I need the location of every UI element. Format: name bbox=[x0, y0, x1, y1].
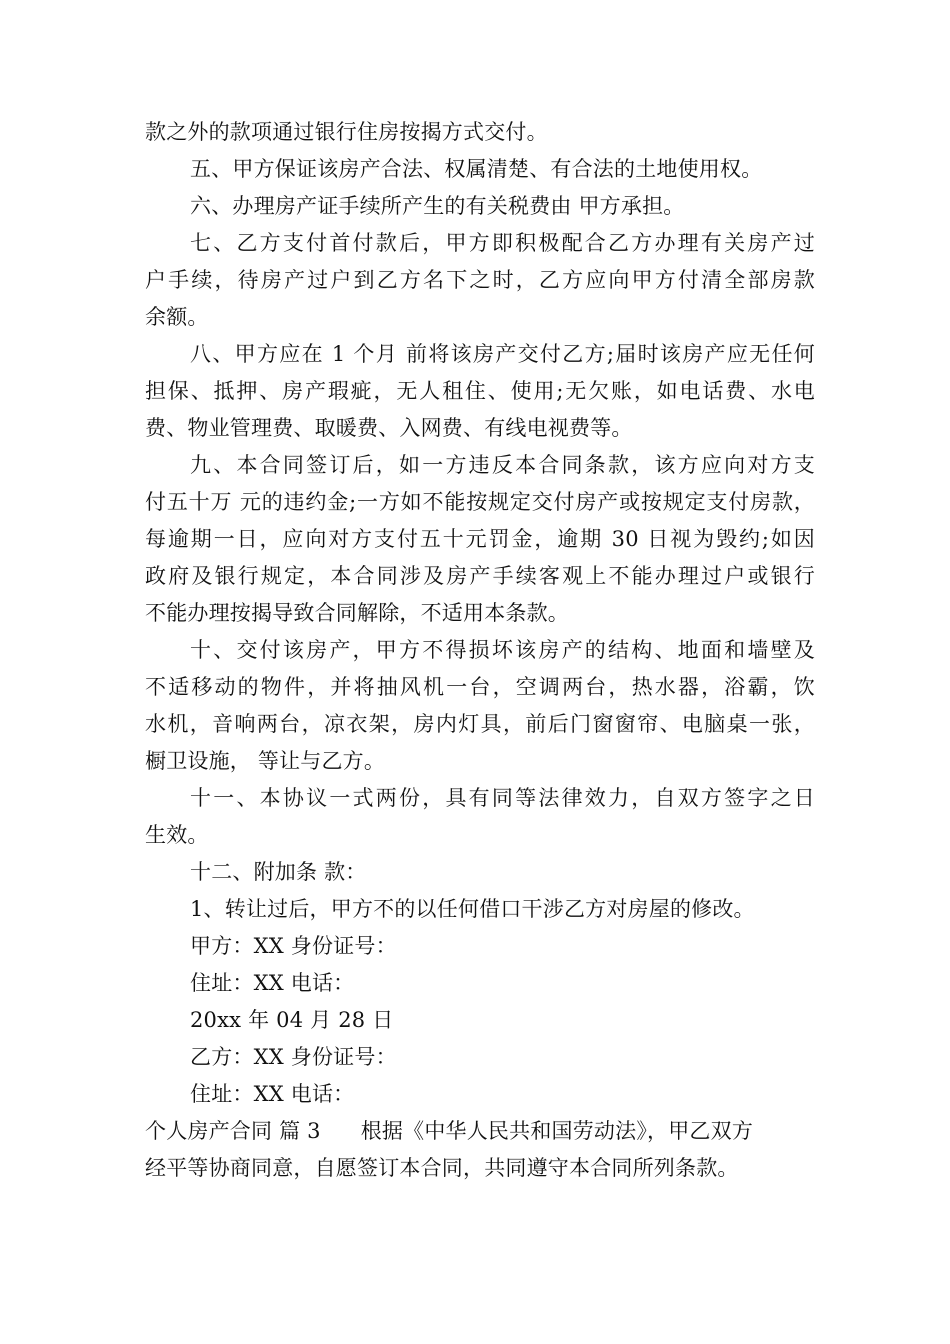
party-a-signature: 甲方：XX 身份证号： bbox=[190, 934, 397, 958]
party-b-signature: 乙方：XX 身份证号： bbox=[190, 1045, 397, 1069]
clause-10: 十、交付该房产，甲方不得损坏该房产的结构、地面和墙壁及 bbox=[190, 638, 815, 662]
clause-7: 七、乙方支付首付款后，甲方即积极配合乙方办理有关房产过 bbox=[190, 231, 815, 255]
section-3-intro: 根据《中华人民共和国劳动法》，甲乙双方 bbox=[360, 1119, 754, 1143]
clause-8: 八、甲方应在 1 个月 前将该房产交付乙方;届时该房产应无任何 bbox=[190, 342, 815, 366]
paragraph-line: 不能办理按揭导致合同解除，不适用本条款。 bbox=[145, 601, 569, 625]
paragraph-line: 余额。 bbox=[145, 305, 209, 329]
clause-12: 十二、附加条 款： bbox=[190, 860, 367, 884]
clause-5: 五、甲方保证该房产合法、权属清楚、有合法的土地使用权。 bbox=[190, 157, 763, 181]
signing-date: 20xx 年 04 月 28 日 bbox=[190, 1008, 394, 1032]
paragraph-line: 橱卫设施， 等让与乙方。 bbox=[145, 749, 386, 773]
paragraph-line: 生效。 bbox=[145, 823, 209, 847]
paragraph-line: 经平等协商同意，自愿签订本合同，共同遵守本合同所列条款。 bbox=[145, 1156, 739, 1180]
paragraph-line: 款之外的款项通过银行住房按揭方式交付。 bbox=[145, 120, 548, 144]
clause-9: 九、本合同签订后，如一方违反本合同条款，该方应向对方支 bbox=[190, 453, 815, 477]
party-a-address: 住址：XX 电话： bbox=[190, 971, 355, 995]
clause-6: 六、办理房产证手续所产生的有关税费由 甲方承担。 bbox=[190, 194, 685, 218]
paragraph-line: 费、物业管理费、取暖费、入网费、有线电视费等。 bbox=[145, 416, 633, 440]
paragraph-line: 水机，音响两台，凉衣架，房内灯具，前后门窗窗帘、电脑桌一张， bbox=[145, 712, 815, 736]
paragraph-line: 户手续，待房产过户到乙方名下之时，乙方应向甲方付清全部房款 bbox=[145, 268, 815, 292]
section-3-heading-line bbox=[145, 1113, 815, 1150]
clause-11: 十一、本协议一式两份，具有同等法律效力，自双方签字之日 bbox=[190, 786, 815, 810]
document-body bbox=[145, 114, 815, 1187]
section-3-title: 个人房产合同 篇 3 bbox=[145, 1119, 321, 1143]
paragraph-line: 每逾期一日，应向对方支付五十元罚金，逾期 30 日视为毁约;如因 bbox=[145, 527, 815, 551]
paragraph-line: 担保、抵押、房产瑕疵，无人租住、使用;无欠账，如电话费、水电 bbox=[145, 379, 815, 403]
paragraph-line: 不适移动的物件，并将抽风机一台，空调两台，热水器，浴霸，饮 bbox=[145, 675, 815, 699]
additional-term-1: 1、转让过后，甲方不的以任何借口干涉乙方对房屋的修改。 bbox=[190, 897, 755, 921]
paragraph-line: 付五十万 元的违约金;一方如不能按规定交付房产或按规定支付房款， bbox=[145, 490, 815, 514]
paragraph-line: 政府及银行规定，本合同涉及房产手续客观上不能办理过户或银行 bbox=[145, 564, 815, 588]
party-b-address: 住址：XX 电话： bbox=[190, 1082, 355, 1106]
